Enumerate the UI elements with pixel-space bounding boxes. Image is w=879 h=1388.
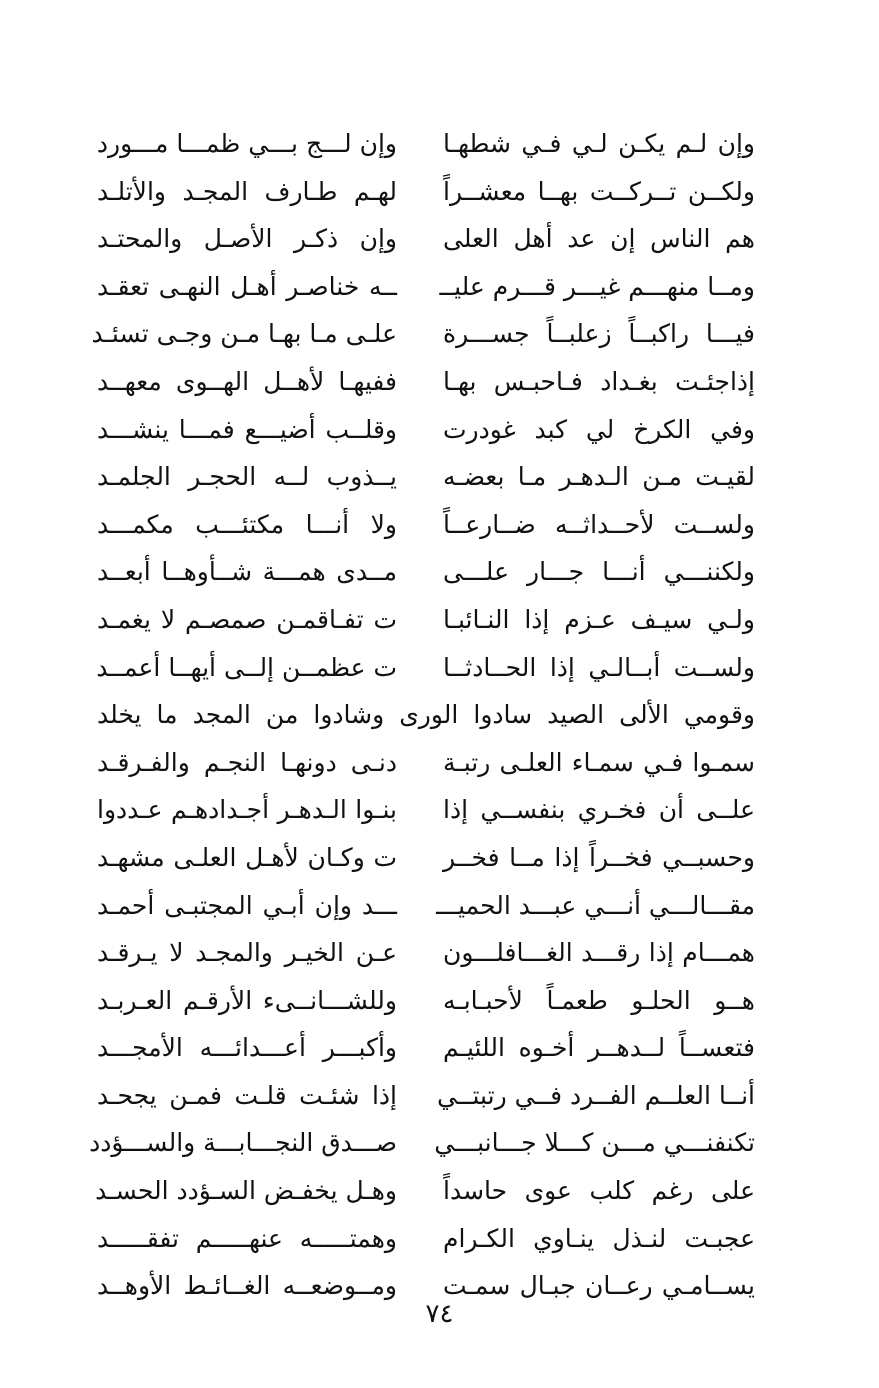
verse-second-hemistich: دنـى دونهـا النجـم والفـرقـد <box>97 747 397 777</box>
verse-first-hemistich: لقيـت مـن الـدهـر مـا بعضـه <box>443 462 755 492</box>
verse-second-hemistich: ومــوضعــه الغــائـط الأوهــد <box>97 1271 397 1301</box>
verse-line <box>0 356 879 404</box>
verse-first-hemistich: أنــا العلــم الفــرد فــي رتبتــي <box>437 1080 755 1110</box>
verse-second-hemistich: ـــد وإن أبـي المجتبـى أحمـد <box>97 890 397 920</box>
verse-second-hemistich: لهـم طـارف المجـد والأتلـد <box>97 176 397 206</box>
verse-second-hemistich: وللشـــانــىء الأرقـم العـربـد <box>97 985 397 1015</box>
verse-second-hemistich: ــه خناصـر أهـل النهـى تعقـد <box>97 271 397 301</box>
verse-first-hemistich: وحسبــي فخــراً إذا مــا فخــر <box>443 842 755 872</box>
poem-body <box>0 118 879 1308</box>
verse-line <box>0 642 879 690</box>
verse-first-hemistich: سمـوا فـي سمـاء العلـى رتبـة <box>443 747 755 777</box>
verse-second-hemistich: يــذوب لــه الحجـر الجلمـد <box>97 462 397 492</box>
verse-second-hemistich: صـــدق النجـــابـــة والســـؤدد <box>89 1128 397 1158</box>
verse-first-hemistich: على رغم كلب عوى حاسداً <box>443 1176 755 1206</box>
verse-first-hemistich: ولكننـــي أنـــا جـــار علـــى <box>443 557 755 587</box>
verse-line <box>0 975 879 1023</box>
verse-line <box>0 404 879 452</box>
verse-first-hemistich: ولســت لأحــداثــه ضــارعــاً <box>443 509 755 539</box>
verse-line <box>0 1022 879 1070</box>
verse-first-hemistich: هــو الحلـو طعمـاً لأحبـابـه <box>443 985 755 1015</box>
verse-first-hemistich: ولســت أبــالـي إذا الحــادثــا <box>443 652 755 682</box>
verse-first-hemistich: تكنفنـــي مـــن كـــلا جـــانبـــي <box>434 1128 755 1158</box>
verse-line <box>0 213 879 261</box>
verse-second-hemistich: ت وكـان لأهـل العلـى مشهـد <box>97 842 397 872</box>
verse-second-hemistich: وأكبـــر أعـــدائـــه الأمجـــد <box>97 1033 397 1063</box>
verse-first-hemistich: ولـي سيـف عـزم إذا النـائبـا <box>443 604 755 634</box>
verse-line <box>0 261 879 309</box>
verse-full-line: وقومي الألى الصيد سادوا الورى وشادوا من المجد ما يخلد <box>97 700 755 730</box>
verse-line <box>0 832 879 880</box>
verse-line <box>0 166 879 214</box>
verse-line <box>0 1213 879 1261</box>
verse-line <box>0 927 879 975</box>
verse-first-hemistich: ولكــن تــركــت بهــا معشــراً <box>443 176 755 206</box>
verse-line <box>0 1165 879 1213</box>
verse-second-hemistich: ت تفـاقمـن صمصـم لا يغمـد <box>97 604 397 634</box>
verse-second-hemistich: مــدى همـــة شــأوهــا أبعــد <box>97 557 397 587</box>
verse-second-hemistich: عـن الخيـر والمجـد لا يـرقـد <box>97 938 397 968</box>
verse-first-hemistich: علــى أن فخـري بنفســي إذا <box>443 795 755 825</box>
verse-first-hemistich: يســامـي رعــان جبـال سمـت <box>443 1271 755 1301</box>
verse-line <box>0 737 879 785</box>
verse-second-hemistich: وقلــب أضيـــع فمـــا ينشـــد <box>97 414 397 444</box>
verse-second-hemistich: ت عظمــن إلــى أيهــا أعمــد <box>96 652 397 682</box>
verse-line <box>0 499 879 547</box>
verse-second-hemistich: وهـل يخفـض السـؤدد الحسـد <box>95 1176 397 1206</box>
verse-second-hemistich: وهمتـــــه عنهـــــم تفقـــــد <box>97 1223 397 1253</box>
verse-line <box>0 1117 879 1165</box>
verse-second-hemistich: بنـوا الـدهـر أجـدادهـم عـددوا <box>97 795 397 825</box>
verse-line <box>0 784 879 832</box>
verse-first-hemistich: فتعســاً لــدهــر أخـوه اللئيـم <box>443 1033 755 1063</box>
verse-line <box>0 308 879 356</box>
verse-second-hemistich: وإن لـــج بـــي ظمـــا مـــورد <box>96 129 397 158</box>
verse-second-hemistich: ففيهـا لأهــل الهــوى معهــد <box>97 366 397 396</box>
verse-first-hemistich: عجبـت لنـذل ينـاوي الكـرام <box>443 1223 755 1253</box>
verse-line <box>0 594 879 642</box>
verse-first-hemistich: ومــا منهـــم غيـــر قـــرم عليــ <box>439 271 755 301</box>
verse-line <box>0 451 879 499</box>
verse-first-hemistich: وفي الكرخ لي كبد غودرت <box>443 414 755 444</box>
verse-line <box>0 689 879 737</box>
verse-first-hemistich: هم الناس إن عد أهل العلى <box>443 224 755 254</box>
verse-line <box>0 880 879 928</box>
verse-second-hemistich: وإن ذكـر الأصـل والمحتـد <box>97 224 397 254</box>
verse-first-hemistich: مقـــالـــي أنـــي عبـــد الحميـــ <box>436 890 755 920</box>
verse-second-hemistich: علـى مـا بهـا مـن وجـى تسئـد <box>91 319 397 349</box>
verse-second-hemistich: إذا شئـت قلـت فمـن يجحـد <box>97 1080 397 1110</box>
verse-line <box>0 1070 879 1118</box>
verse-second-hemistich: ولا أنـــا مكتئـــب مكمـــد <box>97 509 397 539</box>
verse-first-hemistich: إذاجئـت بغـداد فـاحبـس بهـا <box>443 366 755 396</box>
verse-first-hemistich: همـــام إذا رقـــد الغـــافلـــون <box>443 938 755 968</box>
page-number: ٧٤ <box>425 1299 454 1329</box>
verse-line <box>0 546 879 594</box>
verse-line <box>0 118 879 166</box>
verse-first-hemistich: فيـــا راكبــاً زعلبــاً جســـرة <box>443 319 755 349</box>
verse-first-hemistich: وإن لـم يكـن لـي فـي شطهـا <box>443 129 755 158</box>
